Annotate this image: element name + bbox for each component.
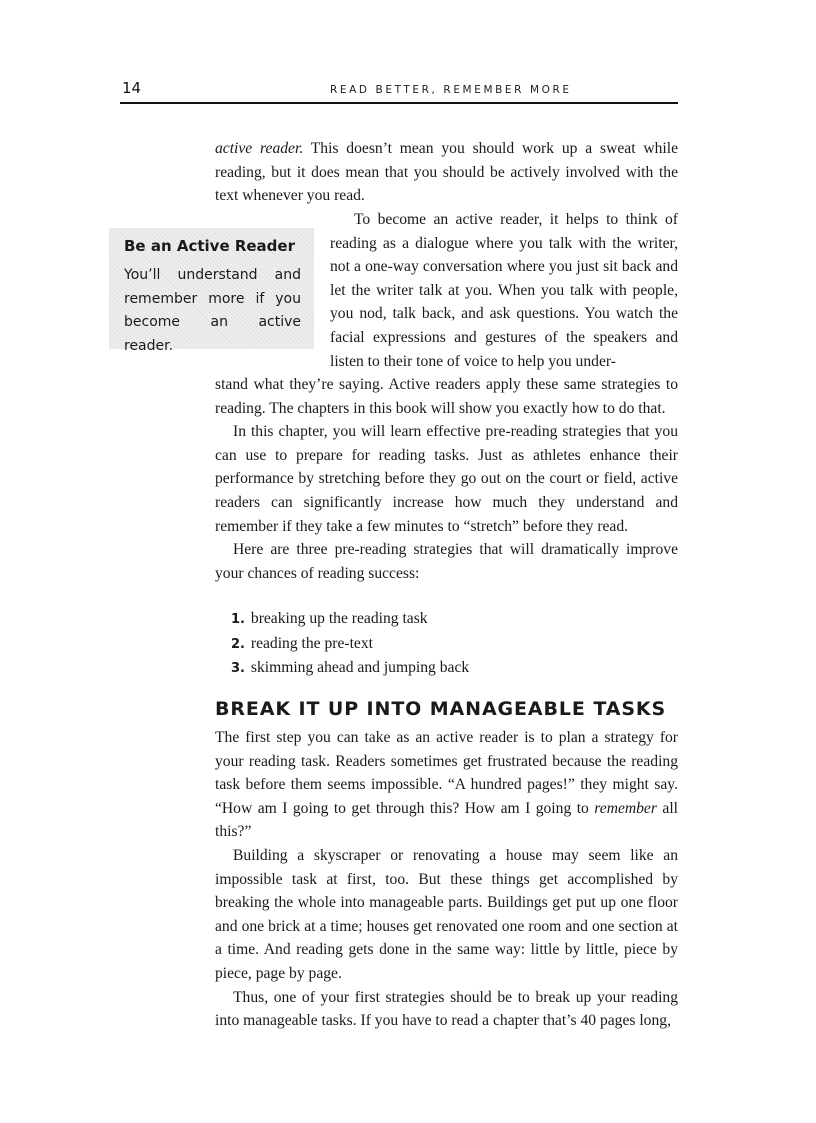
list-item <box>231 656 469 681</box>
list-item-text: skimming ahead and jumping back <box>250 659 470 677</box>
section-paragraph-1 <box>215 726 678 844</box>
list-item-number: 2. <box>231 636 245 652</box>
section-p1-after: all this?” <box>215 799 678 841</box>
header-rule <box>120 102 678 104</box>
intro-paragraph <box>215 137 678 208</box>
dialogue-paragraph-end: stand what they’re saying. Active readers apply these same strategies to reading. The chapters in this book will show you exactly how to do that. <box>215 376 678 417</box>
sidebar-callout <box>109 228 314 354</box>
list-item <box>231 607 469 632</box>
page-number: 14 <box>122 79 142 97</box>
section-paragraph-2: Building a skyscraper or renovating a house may seem like an impossible task at first, too. But these things get accomplished by breaking the whole into manageable parts. Buildings get put up one floor and one brick at a time; houses get renovated one room and one section at a time. And reading gets done in the same way: little by little, piece by piece, page by page. <box>215 846 678 982</box>
main-text-block <box>215 373 678 585</box>
list-item-number: 1. <box>231 612 245 627</box>
section-heading: BREAK IT UP INTO MANAGEABLE TASKS <box>215 698 667 720</box>
list-item-number: 3. <box>231 661 245 677</box>
strategies-intro-paragraph: Here are three pre-reading strategies that will dramatically improve your chances of reading success: <box>215 541 678 582</box>
sidebar-title: Be an Active Reader <box>124 237 295 255</box>
list-item-text: breaking up the reading task <box>250 610 428 627</box>
dialogue-paragraph-start: To become an active reader, it helps to think of reading as a dialogue where you talk with the writer, not a one-way conversation where you just sit back and let the writer talk at you. When you talk with people, you nod, talk back, and ask questions. You watch the facial expressions and gestures of the speakers and listen to their tone of voice to help you under- <box>330 211 678 370</box>
running-head: READ BETTER, REMEMBER MORE <box>330 84 572 96</box>
section-p1-before: The first step you can take as an active reader is to plan a strategy for your reading task. Readers sometimes get frustrated because the reading task before them seems impossible. “A hundred pages!” they might say. “How am I going to get through this? How am I going to <box>215 729 678 817</box>
sidebar-text: You’ll understand and remember more if you become an active reader. <box>124 267 301 354</box>
section-paragraph-3: Thus, one of your first strategies should be to break up your reading into manageable tasks. If you have to read a chapter that’s 40 pages long, <box>215 988 678 1030</box>
section-text-block <box>215 726 678 1033</box>
section-p1-italic: remember <box>594 799 657 817</box>
dialogue-paragraph-wrapped <box>330 208 678 373</box>
chapter-paragraph: In this chapter, you will learn effective pre-reading strategies that you can use to prepare for reading tasks. Just as athletes enhance their performance by stretching before they go out on the court or field, active readers can significantly increase how much they understand and remember if they take a few minutes to “stretch” before they read. <box>215 423 678 535</box>
strategy-list <box>231 607 469 681</box>
intro-lead-text: This doesn’t mean you should work up a sweat while reading, but it does mean that you should be actively involved with the text whenever you read. <box>215 140 678 205</box>
intro-lead-italic: active reader. <box>215 140 304 157</box>
list-item <box>231 632 469 657</box>
list-item-text: reading the pre-text <box>250 634 373 652</box>
